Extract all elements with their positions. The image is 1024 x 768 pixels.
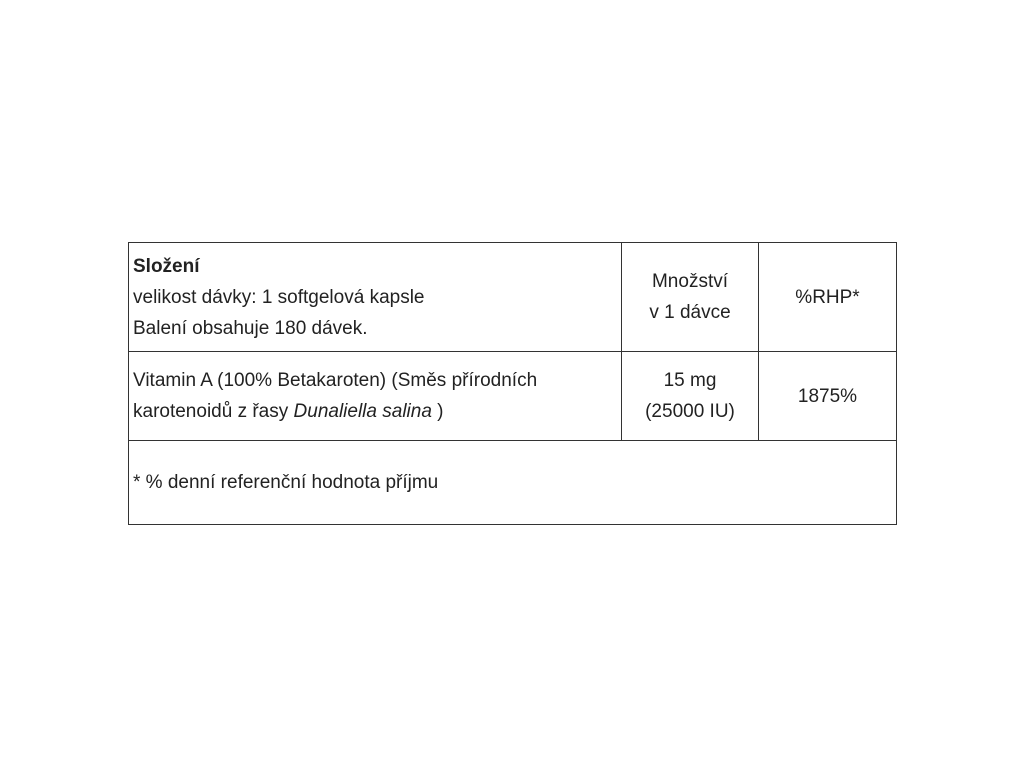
table-row bbox=[129, 352, 897, 441]
ingredient-cell bbox=[129, 352, 622, 441]
amount-header-line2: v 1 dávce bbox=[649, 302, 731, 323]
ingredient-line2 bbox=[133, 396, 621, 427]
ingredient-line2-suffix: ) bbox=[431, 401, 444, 422]
amount-header-line1: Množství bbox=[651, 271, 729, 292]
rhp-value: 1875% bbox=[797, 385, 858, 407]
table-header-row bbox=[129, 243, 897, 352]
composition-title: Složení bbox=[133, 255, 200, 277]
rhp-header: %RHP* bbox=[795, 286, 860, 308]
rhp-cell bbox=[759, 352, 897, 441]
amount-line1: 15 mg bbox=[663, 370, 717, 391]
amount-header-cell bbox=[622, 243, 759, 352]
composition-header-cell bbox=[129, 243, 622, 352]
serving-size: velikost dávky: 1 softgelová kapsle bbox=[133, 286, 425, 308]
supplement-facts-table bbox=[128, 242, 897, 525]
package-contents: Balení obsahuje 180 dávek. bbox=[133, 317, 368, 339]
footnote-cell bbox=[129, 441, 897, 525]
amount-line2: (25000 IU) bbox=[645, 401, 735, 422]
amount-cell bbox=[622, 352, 759, 441]
rhp-header-cell bbox=[759, 243, 897, 352]
ingredient-species: Dunaliella salina bbox=[293, 401, 432, 422]
ingredient-line1: Vitamin A (100% Betakaroten) (Směs přírodních bbox=[133, 370, 538, 391]
footnote-row bbox=[129, 441, 897, 525]
ingredient-line2-prefix: karotenoidů z řasy bbox=[133, 401, 294, 422]
footnote-text: * % denní referenční hodnota příjmu bbox=[133, 472, 439, 493]
